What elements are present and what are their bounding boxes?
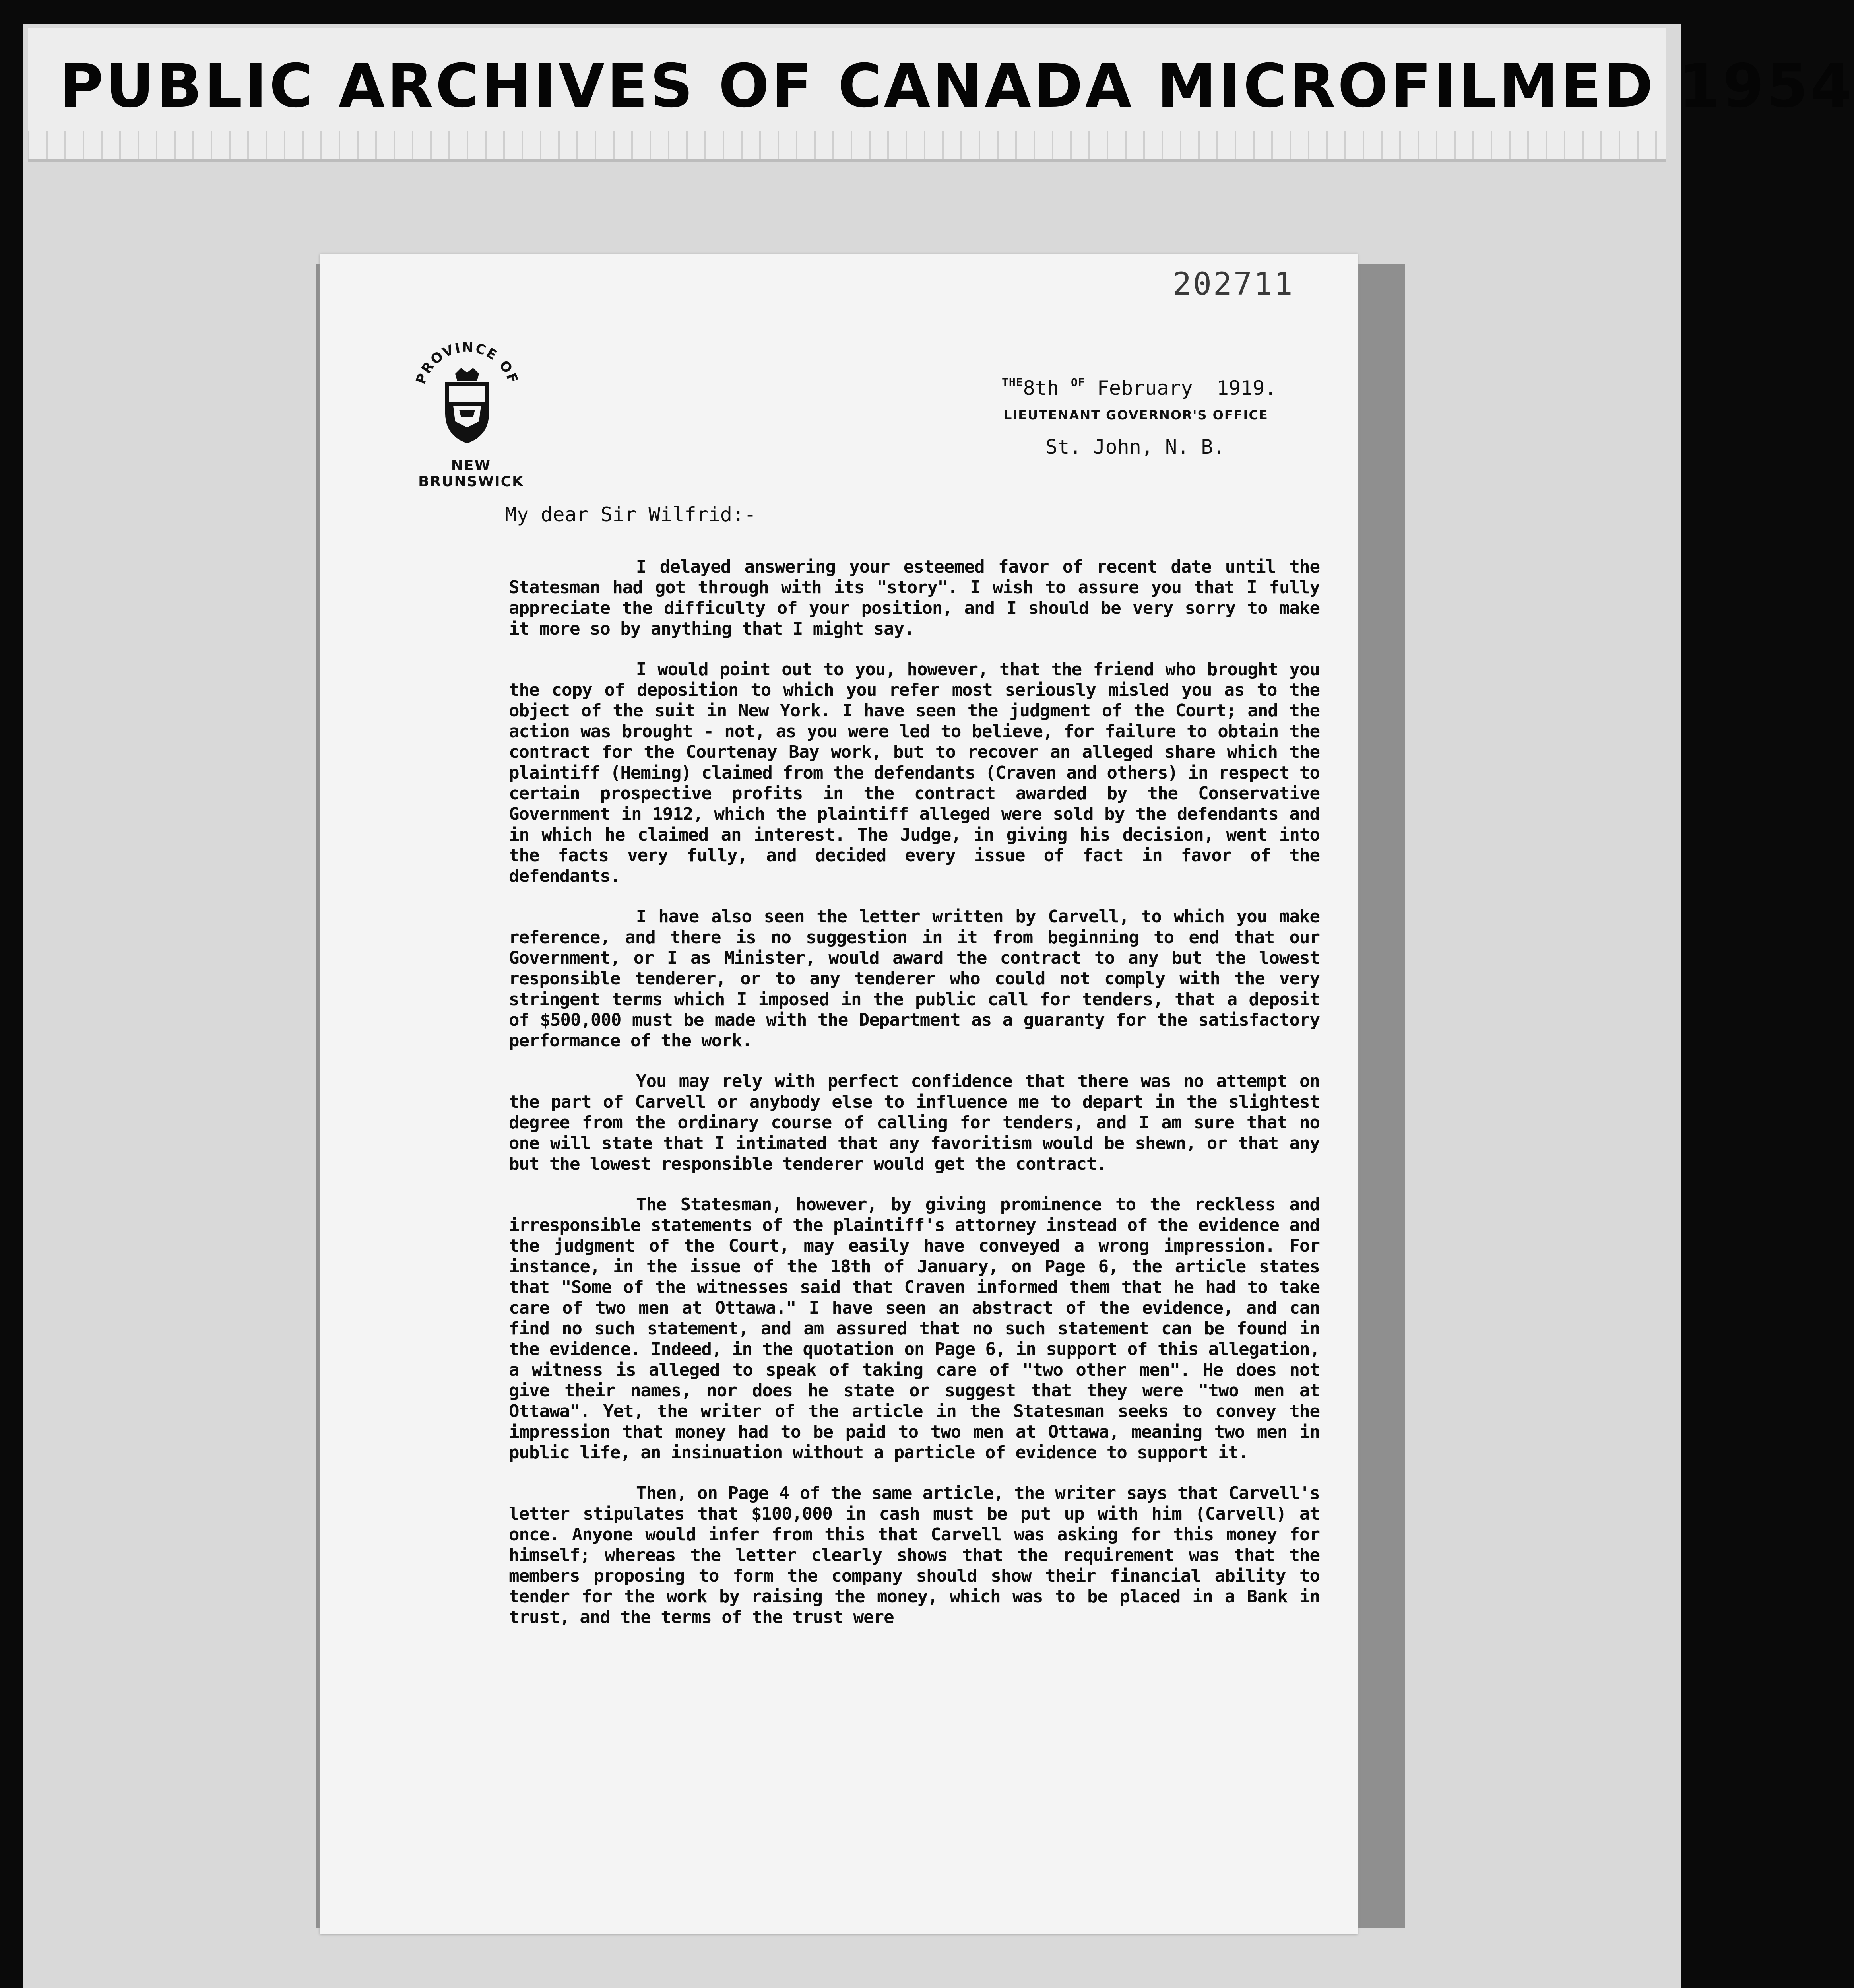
banner-ruler — [28, 131, 1666, 159]
paragraph: I have also seen the letter written by Carvell, to which you make reference, and there is no suggestion in it from beginning to end that our Government, or I as Minister, would award the contract to any but the lowest responsible tenderer, or to any tenderer who could not comply with the very stringent terms which I imposed in the public call for tenders, that a deposit of $500,000 must be made with the Department as a guaranty for the satisfactory performance of the work. — [509, 907, 1320, 1051]
date-of: OF — [1071, 376, 1085, 389]
archive-banner-title: PUBLIC ARCHIVES OF CANADA MICROFILMED 1954 — [60, 52, 1854, 121]
date-prefix: THE — [1002, 376, 1023, 389]
document-number: 202711 — [1173, 266, 1294, 302]
new-brunswick-crest-icon — [407, 336, 527, 455]
letter-location: St. John, N. B. — [1045, 435, 1225, 458]
office-name: LIEUTENANT GOVERNOR'S OFFICE — [1004, 408, 1268, 423]
letter-dateline — [1002, 376, 1276, 400]
paragraph: The Statesman, however, by giving prominence to the reckless and irresponsible statements of the plaintiff's attorney instead of the evidence and the judgment of the Court, may easily have conveyed a wrong impression. For instance, in the issue of the 18th of January, on Page 6, the article states that "Some of the witnesses said that Craven informed them that he had to take care of two men at Ottawa." I have seen an abstract of the evidence, and can find no such statement, and am assured that no such statement can be found in the evidence. Indeed, in the quotation on Page 6, in support of this allegation, a witness is alleged to speak of taking care of "two other men". He does not give their names, nor does he state or suggest that they were "two men at Ottawa". Yet, the writer of the article in the Statesman seeks to convey the impression that money had to be paid to two men at Ottawa, meaning two men in public life, an insinuation without a particle of evidence to support it. — [509, 1194, 1320, 1463]
crest-label-bottom: NEW BRUNSWICK — [418, 457, 524, 490]
paragraph: I would point out to you, however, that the friend who brought you the copy of deposition to which you refer most seriously misled you as to the object of the suit in New York. I have seen the judgment of the Court; and the action was brought - not, as you were led to believe, for failure to obtain the contract for the Courtenay Bay work, but to recover an alleged share which the plaintiff (Heming) claimed from the defendants (Craven and others) in respect to certain prospective profits in the contract awarded by the Conservative Government in 1912, which the plaintiff alleged were sold by the defendants and in which he claimed an interest. The Judge, in giving his decision, went into the facts very fully, and decided every issue of fact in favor of the defendants. — [509, 659, 1320, 886]
date-month: February — [1097, 377, 1193, 400]
paragraph: I delayed answering your esteemed favor of recent date until the Statesman had got through with its "story". I wish to assure you that I fully appreciate the difficulty of your position, and I should be very sorry to make it more so by anything that I might say. — [509, 557, 1320, 639]
crest-label-top: PROVINCE OF — [413, 339, 522, 386]
date-day: 8th — [1023, 377, 1059, 400]
date-year: 1919. — [1216, 377, 1277, 400]
letter-body — [509, 557, 1320, 1648]
paragraph: Then, on Page 4 of the same article, the writer says that Carvell's letter stipulates that $100,000 in cash must be put up with him (Carvell) at once. Anyone would infer from this that Carvell was asking for this money for himself; whereas the letter clearly shows that the requirement was that the members proposing to form the company should show their financial ability to tender for the work by raising the money, which was to be placed in a Bank in trust, and the terms of the trust were — [509, 1483, 1320, 1627]
salutation: My dear Sir Wilfrid:- — [505, 503, 756, 526]
archive-banner — [28, 28, 1854, 162]
paragraph: You may rely with perfect confidence that there was no attempt on the part of Carvell or anybody else to influence me to depart in the slightest degree from the ordinary course of calling for tenders, and I am sure that no one will state that I intimated that any favoritism would be shewn, or that any but the lowest responsible tenderer would get the contract. — [509, 1071, 1320, 1174]
